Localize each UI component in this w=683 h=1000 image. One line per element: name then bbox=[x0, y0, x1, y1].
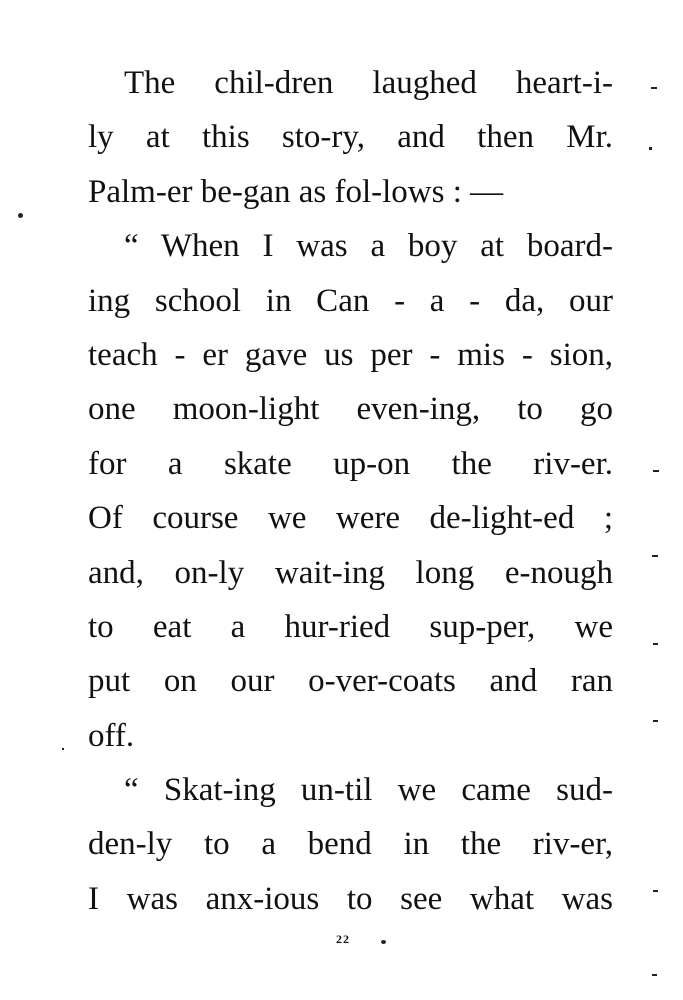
page-number: 22 bbox=[336, 932, 350, 946]
text-line: one moon-light even-ing, to go bbox=[88, 391, 613, 428]
text-line: The chil-dren laughed heart-i- bbox=[124, 65, 613, 101]
scan-speck bbox=[62, 748, 64, 750]
scan-speck bbox=[653, 643, 658, 645]
scan-speck bbox=[381, 940, 386, 944]
text-line: put on our o-ver-coats and ran bbox=[88, 663, 613, 700]
text-line: Of course we were de-light-ed ; bbox=[88, 500, 613, 537]
text-line: off. bbox=[88, 717, 135, 754]
scan-speck bbox=[652, 555, 658, 557]
scan-speck bbox=[652, 974, 657, 976]
scan-speck bbox=[649, 147, 652, 150]
scan-speck bbox=[653, 720, 658, 722]
text-line: and, on-ly wait-ing long e-nough bbox=[88, 554, 613, 591]
text-line: den-ly to a bend in the riv-er, bbox=[88, 826, 613, 863]
text-line: ly at this sto-ry, and then Mr. bbox=[88, 119, 613, 156]
scan-speck bbox=[653, 470, 659, 472]
text-line: I was anx-ious to see what was bbox=[88, 880, 613, 917]
scan-speck bbox=[651, 87, 657, 89]
scan-speck bbox=[18, 213, 23, 218]
text-line: “ Skat-ing un-til we came sud- bbox=[124, 772, 613, 809]
scan-speck bbox=[653, 890, 658, 892]
text-line: “ When I was a boy at board- bbox=[124, 228, 613, 265]
body-text bbox=[88, 56, 613, 926]
text-line: to eat a hur-ried sup-per, we bbox=[88, 608, 613, 645]
text-line: ing school in Can - a - da, our bbox=[88, 282, 613, 319]
text-line: for a skate up-on the riv-er. bbox=[88, 445, 613, 482]
text-line: Palm-er be-gan as fol-lows : — bbox=[88, 173, 504, 210]
text-line: teach - er gave us per - mis - sion, bbox=[88, 336, 613, 373]
